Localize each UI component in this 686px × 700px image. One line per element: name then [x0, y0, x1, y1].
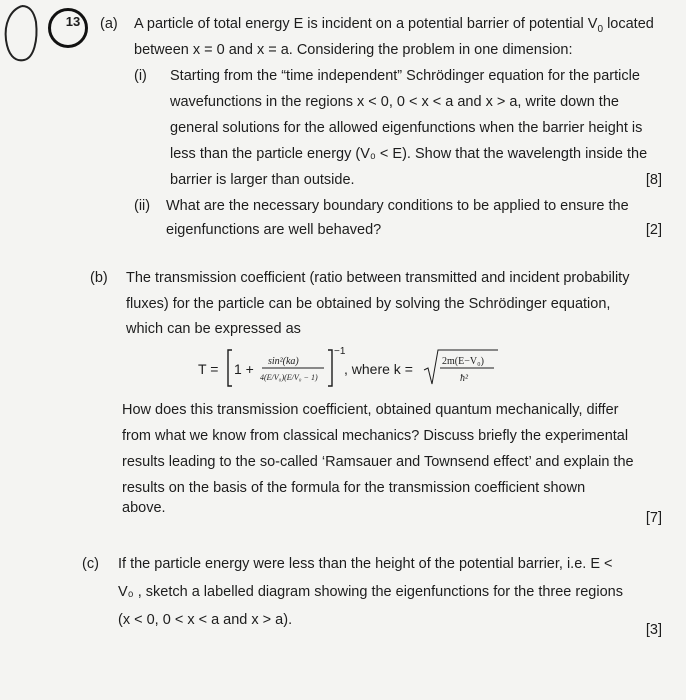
- part-c-line-3: (x < 0, 0 < x < a and x > a).: [118, 612, 293, 628]
- part-b-question-2: from what we know from classical mechanics? Discuss briefly the experimental: [122, 428, 629, 444]
- part-b-line-3: which can be expressed as: [126, 321, 301, 337]
- formula-exponent: −1: [334, 346, 346, 357]
- part-c-label: (c): [82, 556, 99, 572]
- transmission-coefficient-formula: [198, 344, 518, 392]
- part-a-i-line-1: Starting from the “time independent” Schrödinger equation for the particle: [170, 68, 640, 84]
- question-number: 13: [65, 13, 81, 29]
- part-a-ii-line-1: What are the necessary boundary conditions to be applied to ensure the: [166, 198, 629, 214]
- part-b-line-1: The transmission coefficient (ratio between transmitted and incident probability: [126, 270, 630, 286]
- formula-one-plus: 1 +: [234, 361, 254, 377]
- part-b-label: (b): [90, 270, 108, 286]
- part-b-question-5: above.: [122, 500, 166, 516]
- part-a-intro-end: located: [603, 16, 654, 32]
- formula-k-denominator: ħ²: [460, 373, 468, 384]
- part-c-line-2: V₀ , sketch a labelled diagram showing the eigenfunctions for the three regions: [118, 584, 623, 600]
- formula-denominator: 4(E/V₀)(E/V₀ − 1): [260, 373, 318, 382]
- part-b-question-1: How does this transmission coefficient, obtained quantum mechanically, differ: [122, 402, 619, 418]
- part-a-i-line-3: general solutions for the allowed eigenfunctions when the barrier height is: [170, 120, 643, 136]
- formula-where: , where k =: [344, 361, 413, 377]
- part-a-ii-label: (ii): [134, 198, 151, 214]
- part-b-question-3: results leading to the so-called ‘Ramsauer and Townsend effect’ and explain the: [122, 454, 634, 470]
- part-c-line-1: If the particle energy were less than the height of the potential barrier, i.e. E <: [118, 556, 613, 572]
- part-a-intro-line-2: between x = 0 and x = a. Considering the problem in one dimension:: [134, 42, 573, 58]
- part-a-i-label: (i): [134, 68, 147, 84]
- part-a-i-marks: [8]: [645, 172, 662, 188]
- part-b-line-2: fluxes) for the particle can be obtained by solving the Schrödinger equation,: [126, 296, 611, 312]
- part-a-ii-marks: [2]: [645, 222, 662, 238]
- part-a-i-line-5: barrier is larger than outside.: [170, 172, 355, 188]
- v0-subscript: 0: [597, 23, 604, 35]
- formula-numerator: sin²(ka): [268, 356, 299, 367]
- part-c-marks: [3]: [645, 622, 662, 638]
- part-a-i-line-4: less than the particle energy (V₀ < E). Show that the wavelength inside the: [170, 146, 648, 162]
- part-a-i-line-2: wavefunctions in the regions x < 0, 0 < x < a and x > a, write down the: [170, 94, 619, 110]
- part-b-question-4: results on the basis of the formula for the transmission coefficient shown: [122, 480, 586, 496]
- formula-k-numerator: 2m(E−V₀): [442, 356, 484, 367]
- part-a-label: (a): [100, 16, 118, 32]
- part-b-marks: [7]: [645, 510, 662, 526]
- part-a-intro-line-1: [134, 16, 654, 35]
- part-a-intro-text: A particle of total energy E is incident on a potential barrier of potential V: [134, 16, 598, 32]
- question-number-badge: [48, 8, 88, 48]
- part-a-ii-line-2: eigenfunctions are well behaved?: [166, 222, 382, 238]
- formula-lhs: T =: [198, 361, 219, 377]
